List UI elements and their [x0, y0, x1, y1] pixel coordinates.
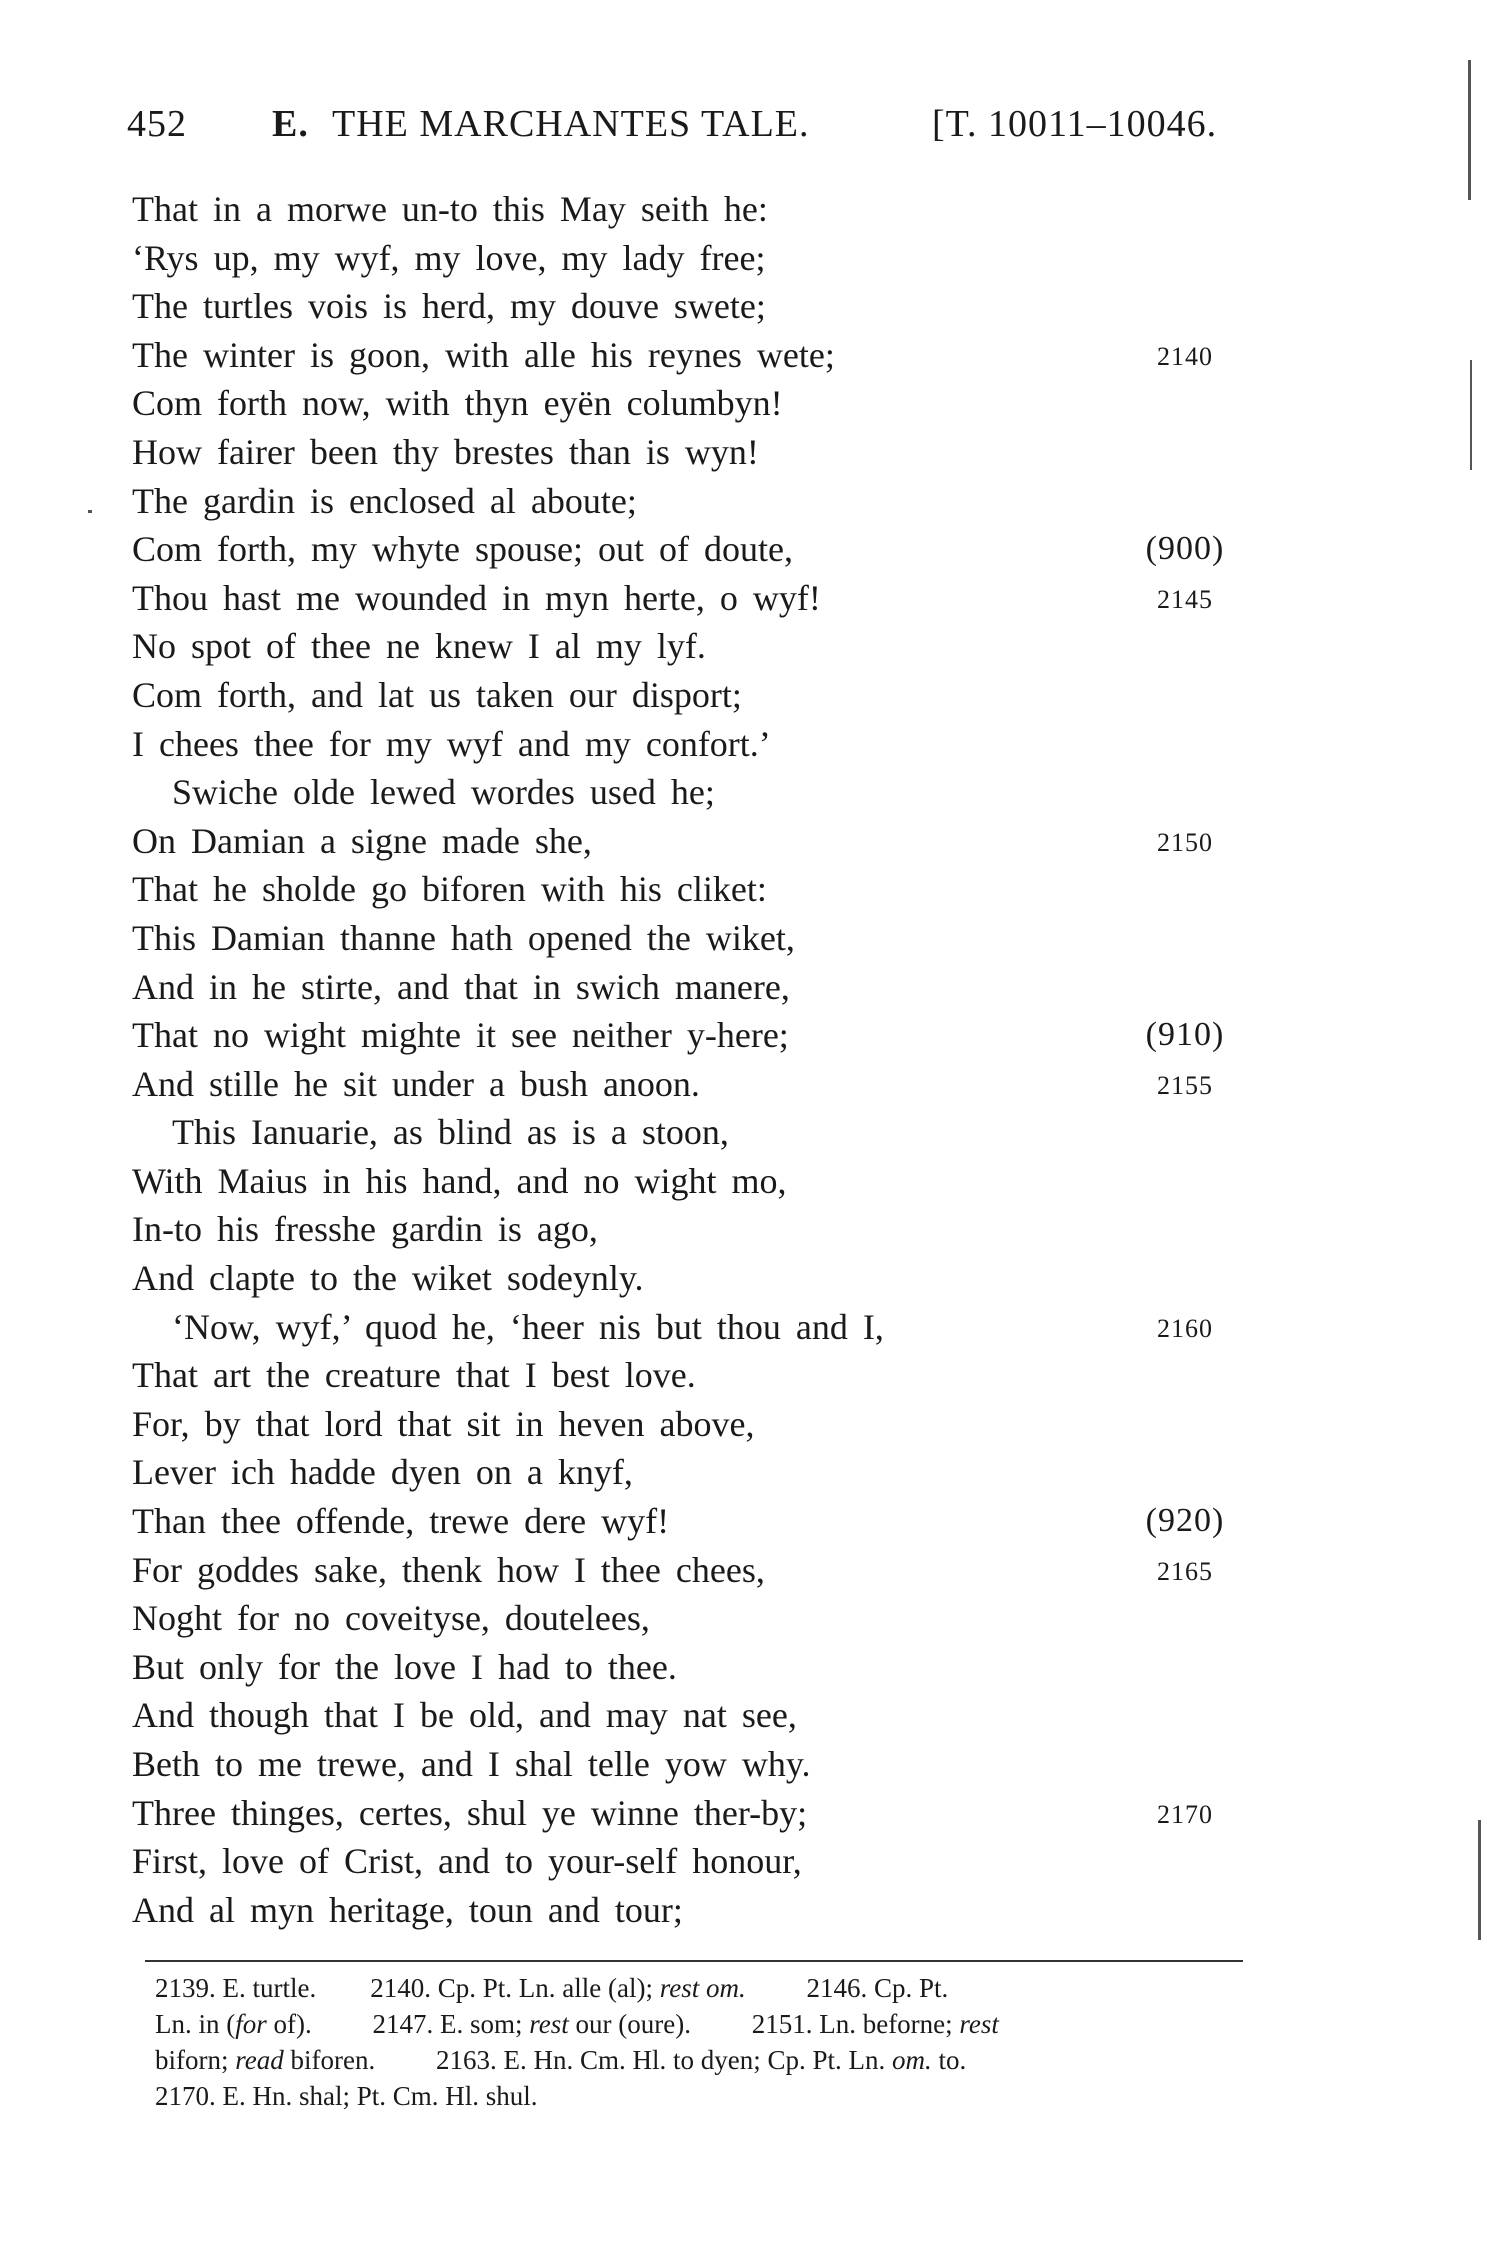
verse-line: [0, 1643, 1487, 1692]
footnote-2170: 2170. E. Hn. shal; Pt. Cm. Hl. shul.: [155, 2081, 538, 2111]
verse-text: And al myn heritage, toun and tour;: [132, 1889, 683, 1930]
verse-line: [0, 234, 1487, 283]
line-number: (920): [1145, 1502, 1225, 1540]
verse-line: [0, 1011, 1487, 1060]
footnote-italic: rest om.: [659, 1973, 746, 2003]
verse-text: Swiche olde lewed wordes used he;: [172, 772, 715, 813]
line-range: [T. 10011–10046.: [932, 103, 1218, 145]
verse-text: That in a morwe un-to this May seith he:: [132, 189, 768, 229]
footnote-line: [155, 2078, 1245, 2114]
line-number: 2150: [1157, 827, 1213, 857]
verse-line: [0, 1303, 1487, 1352]
verse-text: Com forth now, with thyn eyën columbyn!: [132, 383, 783, 424]
verse-text: That no wight mighte it see neither y-here;: [132, 1015, 789, 1056]
footnote-2146: 2146. Cp. Pt.: [806, 1973, 949, 2003]
verse-line: [0, 428, 1487, 477]
verse-text: For goddes sake, thenk how I thee chees,: [132, 1549, 765, 1590]
verse-line: [0, 1740, 1487, 1789]
verse-text: That he sholde go biforen with his cliket:: [132, 869, 767, 910]
verse-line: [0, 1254, 1487, 1303]
line-number: (900): [1145, 530, 1225, 568]
footnote-2163: 2163. E. Hn. Cm. Hl. to dyen; Cp. Pt. Ln.: [435, 2045, 892, 2075]
verse-line: [0, 282, 1487, 331]
line-number: 2140: [1157, 341, 1213, 371]
footnote-text: Ln. in (: [155, 2009, 236, 2039]
verse-line: [0, 1886, 1487, 1935]
verse-line: [0, 1691, 1487, 1740]
line-number: (910): [1145, 1016, 1225, 1054]
footnote-line: [155, 1970, 1245, 2006]
footnote-rule: [145, 1960, 1243, 1962]
footnote-italic: rest: [529, 2009, 569, 2039]
footnote-italic: for: [235, 2009, 267, 2039]
verse-line: [0, 1108, 1487, 1157]
verse-line: [0, 185, 1487, 234]
footnote-2139: 2139. E. turtle.: [155, 1973, 317, 2003]
verse-text: With Maius in his hand, and no wight mo,: [132, 1160, 787, 1201]
footnote-2140: 2140. Cp. Pt. Ln. alle (al);: [370, 1973, 660, 2003]
verse-line: [0, 1205, 1487, 1254]
verse-text: No spot of thee ne knew I al my lyf.: [132, 626, 706, 667]
scan-edge-mark: [1478, 1820, 1481, 1940]
verse-line: [0, 914, 1487, 963]
verse-line: [0, 1157, 1487, 1206]
line-number: 2145: [1157, 584, 1213, 614]
verse-text: Lever ich hadde dyen on a knyf,: [132, 1452, 633, 1493]
verse-line: [0, 963, 1487, 1012]
verse-text: Than thee offende, trewe dere wyf!: [132, 1501, 670, 1542]
footnote-text: to.: [931, 2045, 967, 2075]
footnote-text: our (oure).: [568, 2009, 691, 2039]
verse-line: [0, 1497, 1487, 1546]
footnote-italic: rest: [959, 2009, 999, 2039]
verse-text: On Damian a signe made she,: [132, 820, 592, 861]
verse-line: [0, 720, 1487, 769]
section-letter: E.: [272, 103, 309, 145]
scan-edge-mark: [1468, 60, 1471, 200]
verse-line: [0, 574, 1487, 623]
verse-text: ‘Now, wyf,’ quod he, ‘heer nis but thou and I,: [172, 1306, 884, 1347]
footnote-italic: om.: [891, 2045, 932, 2075]
footnote-2147: 2147. E. som;: [372, 2009, 530, 2039]
verse-line: [0, 768, 1487, 817]
verse-line: [0, 817, 1487, 866]
verse-text: Com forth, my whyte spouse; out of doute,: [132, 529, 793, 570]
verse-text: That art the creature that I best love.: [132, 1355, 696, 1396]
verse-text: First, love of Crist, and to your-self honour,: [132, 1841, 802, 1882]
footnote-text: of).: [266, 2009, 312, 2039]
scan-speck: [88, 510, 92, 513]
running-header: [127, 102, 1237, 152]
verse-text: And clapte to the wiket sodeynly.: [132, 1258, 644, 1299]
verse-line: [0, 477, 1487, 526]
verse-text: Thou hast me wounded in myn herte, o wyf!: [132, 577, 821, 618]
line-number: 2155: [1157, 1070, 1213, 1100]
line-number: 2170: [1157, 1799, 1213, 1829]
verse-line: [0, 1837, 1487, 1886]
page-number: 452: [127, 103, 187, 145]
line-number: 2165: [1157, 1556, 1213, 1586]
verse-text: This Ianuarie, as blind as is a stoon,: [172, 1112, 729, 1153]
verse-text: For, by that lord that sit in heven above,: [132, 1403, 755, 1444]
verse-line: [0, 1448, 1487, 1497]
verse-line: [0, 671, 1487, 720]
verse-line: [0, 1400, 1487, 1449]
scan-edge-mark: [1470, 360, 1472, 470]
verse-line: [0, 1594, 1487, 1643]
footnote-2151: 2151. Ln. beforne;: [751, 2009, 960, 2039]
tale-title: THE MARCHANTES TALE.: [332, 103, 810, 145]
footnote-line: [155, 2006, 1245, 2042]
verse-text: Noght for no coveityse, doutelees,: [132, 1598, 650, 1639]
verse-line: [0, 1351, 1487, 1400]
verse-text: And stille he sit under a bush anoon.: [132, 1063, 700, 1104]
verse-line: [0, 622, 1487, 671]
verse-line: [0, 525, 1487, 574]
footnote-text: biforn;: [155, 2045, 236, 2075]
verse-text: The gardin is enclosed al aboute;: [132, 480, 637, 521]
verse-text: Beth to me trewe, and I shal telle yow why.: [132, 1744, 811, 1784]
verse-text: How fairer been thy brestes than is wyn!: [132, 431, 759, 472]
verse-text: But only for the love I had to thee.: [132, 1646, 677, 1687]
verse-text: In-to his fresshe gardin is ago,: [132, 1209, 598, 1250]
verse-text: ‘Rys up, my wyf, my love, my lady free;: [132, 237, 766, 278]
verse-line: [0, 865, 1487, 914]
verse-text: Three thinges, certes, shul ye winne ther-by;: [132, 1792, 808, 1833]
verse-text: And though that I be old, and may nat see,: [132, 1695, 797, 1736]
verse-line: [0, 1060, 1487, 1109]
verse-text: The winter is goon, with alle his reynes wete;: [132, 334, 835, 375]
verse-line: [0, 331, 1487, 380]
verse-text: This Damian thanne hath opened the wiket,: [132, 917, 795, 958]
footnote-italic: read: [235, 2045, 284, 2075]
line-number: 2160: [1157, 1313, 1213, 1343]
verse-block: [0, 185, 1487, 1934]
footnote-line: [155, 2042, 1245, 2078]
verse-text: And in he stirte, and that in swich manere,: [132, 966, 790, 1007]
footnote-text: biforen.: [283, 2045, 376, 2075]
verse-text: I chees thee for my wyf and my confort.’: [132, 723, 771, 764]
verse-line: [0, 1546, 1487, 1595]
verse-line: [0, 1789, 1487, 1838]
verse-line: [0, 379, 1487, 428]
verse-text: Com forth, and lat us taken our disport;: [132, 674, 742, 715]
verse-text: The turtles vois is herd, my douve swete;: [132, 286, 766, 327]
footnotes: [155, 1970, 1245, 2114]
